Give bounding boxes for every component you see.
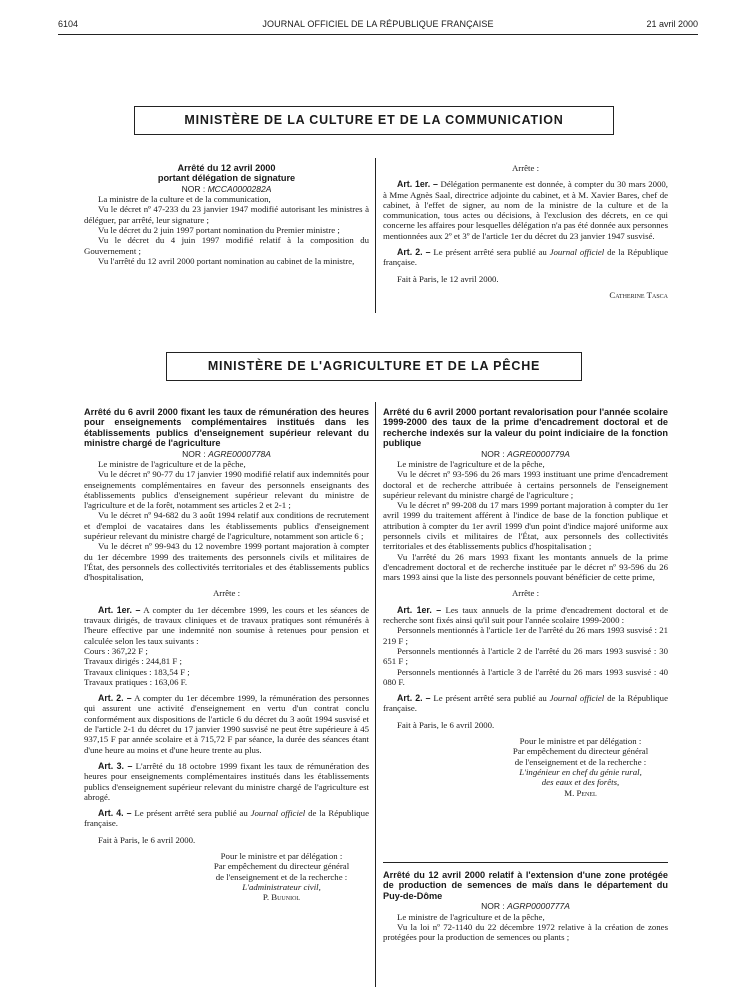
culture-arrete-right: Arrête : Art. 1er. – Délégation permanente est donnée, à compter du 30 mars 2000, à Mme Agnès Saal, directrice adjointe du cabinet, et à M. Xavier Bares, chef de cabinet, à l'effet de signer, au nom de la ministre de la culture et de la communication, tous actes ou décisions, à l'exclusion des décrets, en ce qui concerne les affaires pour lesquelles délégation n'a pas été donnée aux personnes mentionnées aux 2º et 3º de l'article 1er du décret du 23 janvier 1947 susvisé. Art. 2. – Le présent arrêté sera publié au Journal officiel de la République française. Fait à Paris, le 12 avril 2000. Catherine Tasca <box>383 163 668 300</box>
culture-signature: Catherine Tasca <box>609 289 668 300</box>
prime-item: Personnels mentionnés à l'article 2 de l'arrêté du 26 mars 1993 susvisé : 30 651 F ; <box>383 645 668 667</box>
signature-line: de l'enseignement et de la recherche : <box>514 756 647 767</box>
agri-zone-title: Arrêté du 12 avril 2000 relatif à l'extension d'une zone protégée de production de semences de maïs dans le département du Puy-de-Dôme <box>383 870 668 901</box>
journal-title: JOURNAL OFFICIEL DE LA RÉPUBLIQUE FRANÇAISE <box>262 19 494 29</box>
agri-zone-nor: NOR : AGRP0000777A <box>481 901 570 912</box>
signature-line: Par empêchement du directeur général <box>512 746 649 757</box>
culture-arrete-title: Arrêté du 12 avril 2000 <box>177 163 276 173</box>
agri-rates-art3-label: Art. 3. – <box>98 760 133 771</box>
rate-item: Cours : 367,22 F ; <box>84 645 148 656</box>
signature-role: L'administrateur civil, <box>242 881 321 892</box>
culture-art2-label: Art. 2. – <box>397 247 431 258</box>
signature-line: Pour le ministre et par délégation : <box>220 851 343 862</box>
agri-prime-fait: Fait à Paris, le 6 avril 2000. <box>397 719 495 730</box>
culture-visa: Vu le décret nº 47-233 du 23 janvier 1947 modifié autorisant les ministres à déléguer, par arrêté, leur signature ; <box>84 204 369 225</box>
rate-item: Travaux dirigés : 244,81 F ; <box>84 656 182 667</box>
agri-arrete-prime: Arrêté du 6 avril 2000 portant revalorisation pour l'année scolaire 1999-2000 des taux de la prime d'encadrement doctoral et de recherche indexés sur la valeur du point indiciaire de la fonction publique NOR : AGRE0000779A Le ministre de l'agriculture et de la pêche, Vu le décret nº 93-596 du 26 mars 1993 instituant une prime d'encadrement doctoral et de recherche attribuée à certains personnels de l'enseignement supérieur relevant du ministre chargé de l'agriculture ; Vu le décret nº 99-208 du 17 mars 1999 portant majoration à compter du 1er avril 1999 du traitement afférent à l'indice de base de la fonction publique et attribution à compter du 1er avril 1999 d'un point d'indice majoré uniforme aux personnels civils et militaires de l'État, aux personnels des collectivités territoriales et des établissements publics d'hospitalisation ; Vu l'arrêté du 26 mars 1993 fixant les montants annuels de la prime d'encadrement doctoral et de recherche instituée par le décret nº 93-596 du 26 mars 1993 ainsi que la liste des personnels pouvant bénéficier de cette prime, Arrête : Art. 1er. – Les taux annuels de la prime d'encadrement doctoral et de recherche sont fixés ainsi qu'il suit pour l'année scolaire 1999-2000 : Personnels mentionnés à l'article 1er de l'arrêté du 26 mars 1993 susvisé : 21 219 F ; Personnels mentionnés à l'article 2 de l'arrêté du 26 mars 1993 susvisé : 30 651 F ; Personnels mentionnés à l'article 3 de l'arrêté du 26 mars 1993 susvisé : 40 080 F. Art. 2. – Le présent arrêté sera publié au Journal officiel de la République française. Fait à Paris, le 6 avril 2000. Pour le ministre et par délégation : Par empêchement du directeur général de l'enseignement et de la recherche : L'ingénieur en chef du génie rural, des eaux et des forêts, M. Penel <box>383 407 668 798</box>
signature-line: de l'enseignement et de la recherche : <box>215 871 348 882</box>
signature-name: M. Penel <box>564 787 597 798</box>
page-header <box>58 17 698 31</box>
agri-prime-nor: NOR : AGRE0000779A <box>481 448 570 459</box>
agri-arrete-zone <box>383 870 668 942</box>
agri-prime-art1-label: Art. 1er. – <box>397 604 442 615</box>
culture-visa: Vu le décret du 2 juin 1997 portant nomination du Premier ministre ; <box>98 225 340 235</box>
signature-line: Pour le ministre et par délégation : <box>519 736 642 747</box>
agri-prime-title: Arrêté du 6 avril 2000 portant revalorisation pour l'année scolaire 1999-2000 des taux de la prime d'encadrement doctoral et de recherche indexés sur la valeur du point indiciaire de la fonction publique <box>383 407 668 449</box>
page-number: 6104 <box>58 19 79 29</box>
agri-prime-visa: Vu le décret nº 93-596 du 26 mars 1993 instituant une prime d'encadrement doctoral et de recherche attribuée à certains personnels de l'enseignement supérieur relevant du ministre chargé de l'agriculture ; <box>383 469 668 500</box>
ministry-agriculture-heading: MINISTÈRE DE L'AGRICULTURE ET DE LA PÊCHE <box>166 352 582 381</box>
agri-zone-visa: Vu la loi nº 72-1140 du 22 décembre 1972 relative à la création de zones protégées pour la production de semences ou plants ; <box>383 921 668 943</box>
culture-art1-text: Délégation permanente est donnée, à compter du 30 mars 2000, à Mme Agnès Saal, directrice adjointe du cabinet, et à M. Xavier Bares, chef de cabinet, à l'effet de signer, au nom de la ministre de la culture et de la communication, tous actes ou décisions, à l'exclusion des décrets, en ce qui concerne les affaires pour lesquelles délégation n'a pas été donnée aux personnes mentionnées aux 2º et 3º de l'article 1er du décret du 23 janvier 1947 susvisé. <box>383 179 668 241</box>
agri-column-divider <box>375 402 376 987</box>
agri-prime-art2-label: Art. 2. – <box>397 693 431 704</box>
agri-rates-arrete-word: Arrête : <box>212 588 241 599</box>
signature-role: L'ingénieur en chef du génie rural, <box>519 766 642 777</box>
culture-art1-label: Art. 1er. – <box>397 179 438 190</box>
agri-rates-art4-label: Art. 4. – <box>98 808 132 819</box>
culture-visa: Vu le décret du 4 juin 1997 modifié relatif à la composition du Gouvernement ; <box>84 235 369 256</box>
agri-zone-visa: Le ministre de l'agriculture et de la pêche, <box>397 911 545 922</box>
agri-rates-fait: Fait à Paris, le 6 avril 2000. <box>98 834 196 845</box>
agri-rates-visa: Le ministre de l'agriculture et de la pêche, <box>98 458 246 469</box>
culture-arrete-subtitle: portant délégation de signature <box>157 173 296 184</box>
agri-prime-visa: Vu l'arrêté du 26 mars 1993 fixant les montants annuels de la prime d'encadrement doctoral et de recherche instituée par le décret nº 93-596 du 26 mars 1993 ainsi que la liste des personnels pouvant bénéficier de cette prime, <box>383 551 668 583</box>
issue-date: 21 avril 2000 <box>646 19 698 29</box>
agri-rates-nor: NOR : AGRE0000778A <box>182 448 271 459</box>
agri-rates-art2-label: Art. 2. – <box>98 693 132 704</box>
culture-visa: La ministre de la culture et de la communication, <box>98 194 271 205</box>
culture-fait: Fait à Paris, le 12 avril 2000. <box>397 273 499 284</box>
ministry-culture-heading: MINISTÈRE DE LA CULTURE ET DE LA COMMUNICATION <box>134 106 614 135</box>
agri-prime-visa: Le ministre de l'agriculture et de la pêche, <box>397 458 545 469</box>
rate-item: Travaux cliniques : 183,54 F ; <box>84 666 190 677</box>
agri-rates-visa: Vu le décret nº 94-682 du 3 août 1994 relatif aux conditions de recrutement et d'emploi de vacataires dans les établissements publics d'enseignement supérieur relevant du ministre chargé de l'agriculture, notamment son article 6 ; <box>84 510 369 541</box>
agri-arrete-rates: Arrêté du 6 avril 2000 fixant les taux de rémunération des heures pour enseignements complémentaires institués dans les établissements publics d'enseignement supérieur relevant du ministre chargé de l'agriculture NOR : AGRE0000778A Le ministre de l'agriculture et de la pêche, Vu le décret nº 90-77 du 17 janvier 1990 modifié relatif aux indemnités pour enseignements complémentaires en faveur des personnels enseignants des établissements publics d'enseignement supérieur relevant du ministre de l'agriculture et de la forêt, notamment ses articles 2 et 2-1 ; Vu le décret nº 94-682 du 3 août 1994 relatif aux conditions de recrutement et d'emploi de vacataires dans les établissements publics d'enseignement supérieur relevant du ministre chargé de l'agriculture, notamment son article 6 ; Vu le décret nº 99-943 du 12 novembre 1999 portant majoration à compter du 1er décembre 1999 des traitements des personnels civils et militaires de l'État, des personnels des collectivités territoriales et des établissements publics d'hospitalisation, Arrête : Art. 1er. – A compter du 1er décembre 1999, les cours et les séances de travaux dirigés, de travaux cliniques et de travaux pratiques sont rémunérés à l'heure effective par une indemnité non soumise à retenues pour pension et calculée selon les taux suivants : Cours : 367,22 F ; Travaux dirigés : 244,81 F ; Travaux cliniques : 183,54 F ; Travaux pratiques : 163,06 F. Art. 2. – A compter du 1er décembre 1999, la rémunération des personnes qui assurent une activité d'enseignement en vertu d'un contrat conclu conformément aux dispositions de l'article 6 du décret du 3 août 1994 susvisé et de l'article 2-1 du décret du 17 janvier 1990 susvisé ne peut être supérieure à 45 937,15 F par année scolaire et à 715,72 F par séance, la durée des séances étant d'une heure au moins et d'une heure trente au plus. Art. 3. – L'arrêté du 18 octobre 1999 fixant les taux de rémunération des heures pour enseignements complémentaires institués dans les établissements publics d'enseignement supérieur relevant du ministre chargé de l'agriculture est abrogé. Art. 4. – Le présent arrêté sera publié au Journal officiel de la République française. Fait à Paris, le 6 avril 2000. Pour le ministre et par délégation : Par empêchement du directeur général de l'enseignement et de la recherche : L'administrateur civil, P. Buuniol <box>84 407 369 903</box>
header-rule <box>58 34 698 35</box>
agri-rates-title: Arrêté du 6 avril 2000 fixant les taux de rémunération des heures pour enseignements complémentaires institués dans les établissements publics d'enseignement supérieur relevant du ministre chargé de l'agriculture <box>84 407 369 449</box>
culture-arrete-left <box>84 163 369 266</box>
agri-prime-arrete-word: Arrête : <box>511 588 540 599</box>
prime-item: Personnels mentionnés à l'article 3 de l'arrêté du 26 mars 1993 susvisé : 40 080 F. <box>383 666 668 687</box>
prime-item: Personnels mentionnés à l'article 1er de l'arrêté du 26 mars 1993 susvisé : 21 219 F ; <box>383 625 668 646</box>
signature-line: Par empêchement du directeur général <box>213 861 350 872</box>
culture-column-divider <box>375 158 376 313</box>
agri-rates-art1-label: Art. 1er. – <box>98 604 141 615</box>
agri-rates-visa: Vu le décret nº 90-77 du 17 janvier 1990 modifié relatif aux indemnités pour enseignements complémentaires en faveur des personnels enseignants des établissements publics d'enseignement supérieur relevant du ministre de l'agriculture et de la forêt, notamment ses articles 2 et 2-1 ; <box>84 469 369 511</box>
agri-rates-visa: Vu le décret nº 99-943 du 12 novembre 1999 portant majoration à compter du 1er décembre 1999 des traitements des personnels civils et militaires de l'État, des personnels des collectivités territoriales et des établissements publics d'hospitalisation, <box>84 541 369 583</box>
arrete-separator <box>383 862 668 863</box>
culture-nor: NOR : MCCA0000282A <box>181 183 272 194</box>
signature-name: P. Buuniol <box>262 892 301 903</box>
agri-prime-visa: Vu le décret nº 99-208 du 17 mars 1999 portant majoration à compter du 1er avril 1999 du traitement afférent à l'indice de base de la fonction publique et attribution à compter du 1er avril 1999 d'un point d'indice majoré uniforme aux personnels civils et militaires de l'État, aux personnels des collectivités territoriales et des établissements publics d'hospitalisation ; <box>383 500 668 552</box>
rate-item: Travaux pratiques : 163,06 F. <box>84 676 188 687</box>
signature-role: des eaux et des forêts, <box>541 777 620 788</box>
culture-visa: Vu l'arrêté du 12 avril 2000 portant nomination au cabinet de la ministre, <box>98 255 355 266</box>
culture-arrete-word: Arrête : <box>511 163 540 173</box>
